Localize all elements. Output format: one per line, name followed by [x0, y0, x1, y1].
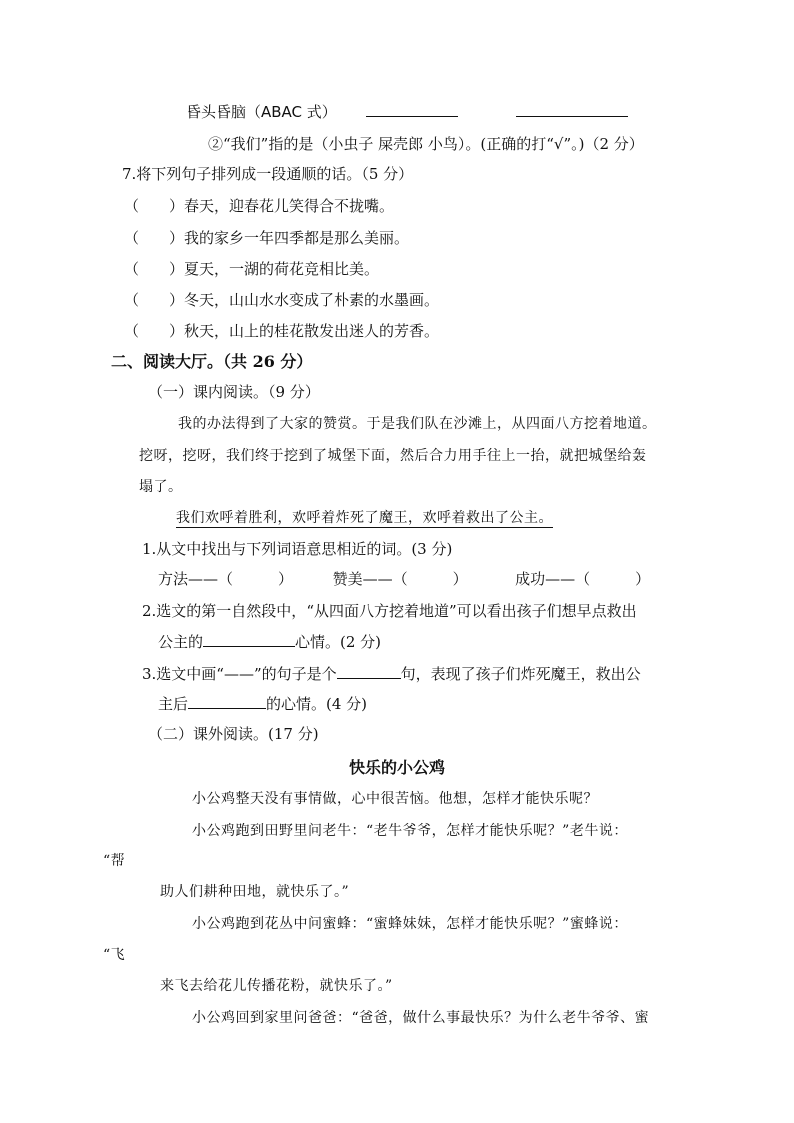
q3-text-a: 3.选文中画“——”的句子是个	[142, 665, 337, 683]
q1-word-zanmei[interactable]: 赞美——（ ）	[332, 570, 468, 588]
q1-word-fangfa[interactable]: 方法——（ ）	[158, 570, 294, 588]
q2-text-b: 心情。(2 分)	[295, 633, 382, 651]
story-para-1: 小公鸡整天没有事情做，心中很苦恼。他想，怎样才能快乐呢？	[192, 791, 598, 807]
q7-item[interactable]: （ ）春天，迎春花儿笑得合不拢嘴。	[124, 197, 395, 215]
part1-title: （一）课内阅读。（9 分）	[148, 383, 320, 401]
q3-text-d: 的心情。(4 分)	[266, 695, 368, 713]
passage-line-3: 塌了。	[139, 479, 183, 495]
q7-item[interactable]: （ ）秋天，山上的桂花散发出迷人的芳香。	[124, 322, 440, 340]
story-para-4: 小公鸡回到家里问爸爸：“爸爸，做什么事最快乐？为什么老牛爷爷、蜜	[192, 1010, 650, 1026]
q2-text-a: 公主的	[158, 633, 204, 651]
q7-item[interactable]: （ ）夏天，一湖的荷花竞相比美。	[124, 260, 380, 278]
part2-title: （二）课外阅读。(17 分)	[148, 725, 319, 743]
part1-q2-line1: 2.选文的第一自然段中，“从四面八方挖着地道”可以看出孩子们想早点救出	[142, 602, 637, 620]
answer-blank[interactable]	[203, 632, 295, 647]
story-para-3-wrap: “飞	[103, 947, 126, 963]
story-para-2: 小公鸡跑到田野里问老牛：“老牛爷爷，怎样才能快乐呢？”老牛说：	[192, 823, 628, 839]
q6-abac-line	[186, 102, 628, 122]
answer-blank[interactable]	[337, 664, 401, 679]
story-para-2-cont: 助人们耕种田地，就快乐了。”	[160, 884, 350, 900]
part1-q3-line1	[142, 664, 641, 684]
q3-text-b: 句，表现了孩子们炸死魔王，救出公	[400, 665, 641, 683]
answer-blank[interactable]	[188, 694, 266, 709]
q6-abac-label: 昏头昏脑（ABAC 式）	[186, 103, 337, 121]
story-para-3-cont: 来飞去给花儿传播花粉，就快乐了。”	[160, 978, 393, 994]
q7-item[interactable]: （ ）我的家乡一年四季都是那么美丽。	[124, 229, 410, 247]
answer-blank[interactable]	[366, 102, 458, 117]
part1-q2-line2	[158, 632, 381, 652]
q1-word-chenggong[interactable]: 成功——（ ）	[515, 570, 651, 588]
story-title: 快乐的小公鸡	[348, 758, 445, 777]
underlined-text: 我们欢呼着胜利，欢呼着炸死了魔王，欢呼着救出了公主。	[176, 510, 553, 526]
q7-title: 7.将下列句子排列成一段通顺的话。（5 分）	[122, 165, 414, 183]
story-para-2-wrap: “帮	[103, 853, 126, 869]
answer-blank[interactable]	[516, 102, 628, 117]
q6-sub2: ②“我们”指的是（小虫子 屎壳郎 小鸟）。(正确的打“√”。)（2 分）	[208, 135, 644, 153]
story-para-3: 小公鸡跑到花丛中问蜜蜂：“蜜蜂妹妹，怎样才能快乐呢？”蜜蜂说：	[192, 916, 628, 932]
q7-item[interactable]: （ ）冬天，山山水水变成了朴素的水墨画。	[124, 291, 440, 309]
part1-q3-line2	[158, 694, 367, 714]
q1-word-row	[158, 569, 650, 589]
passage-underlined-sentence	[176, 508, 553, 528]
section2-title: 二、阅读大厅。（共 26 分）	[111, 352, 313, 371]
q3-text-c: 主后	[158, 695, 189, 713]
part1-q1: 1.从文中找出与下列词语意思相近的词。(3 分)	[142, 540, 453, 558]
passage-line-1: 我的办法得到了大家的赞赏。于是我们队在沙滩上，从四面八方挖着地道。	[178, 416, 657, 432]
passage-line-2: 挖呀，挖呀，我们终于挖到了城堡下面，然后合力用手往上一抬，就把城堡给轰	[139, 448, 647, 464]
